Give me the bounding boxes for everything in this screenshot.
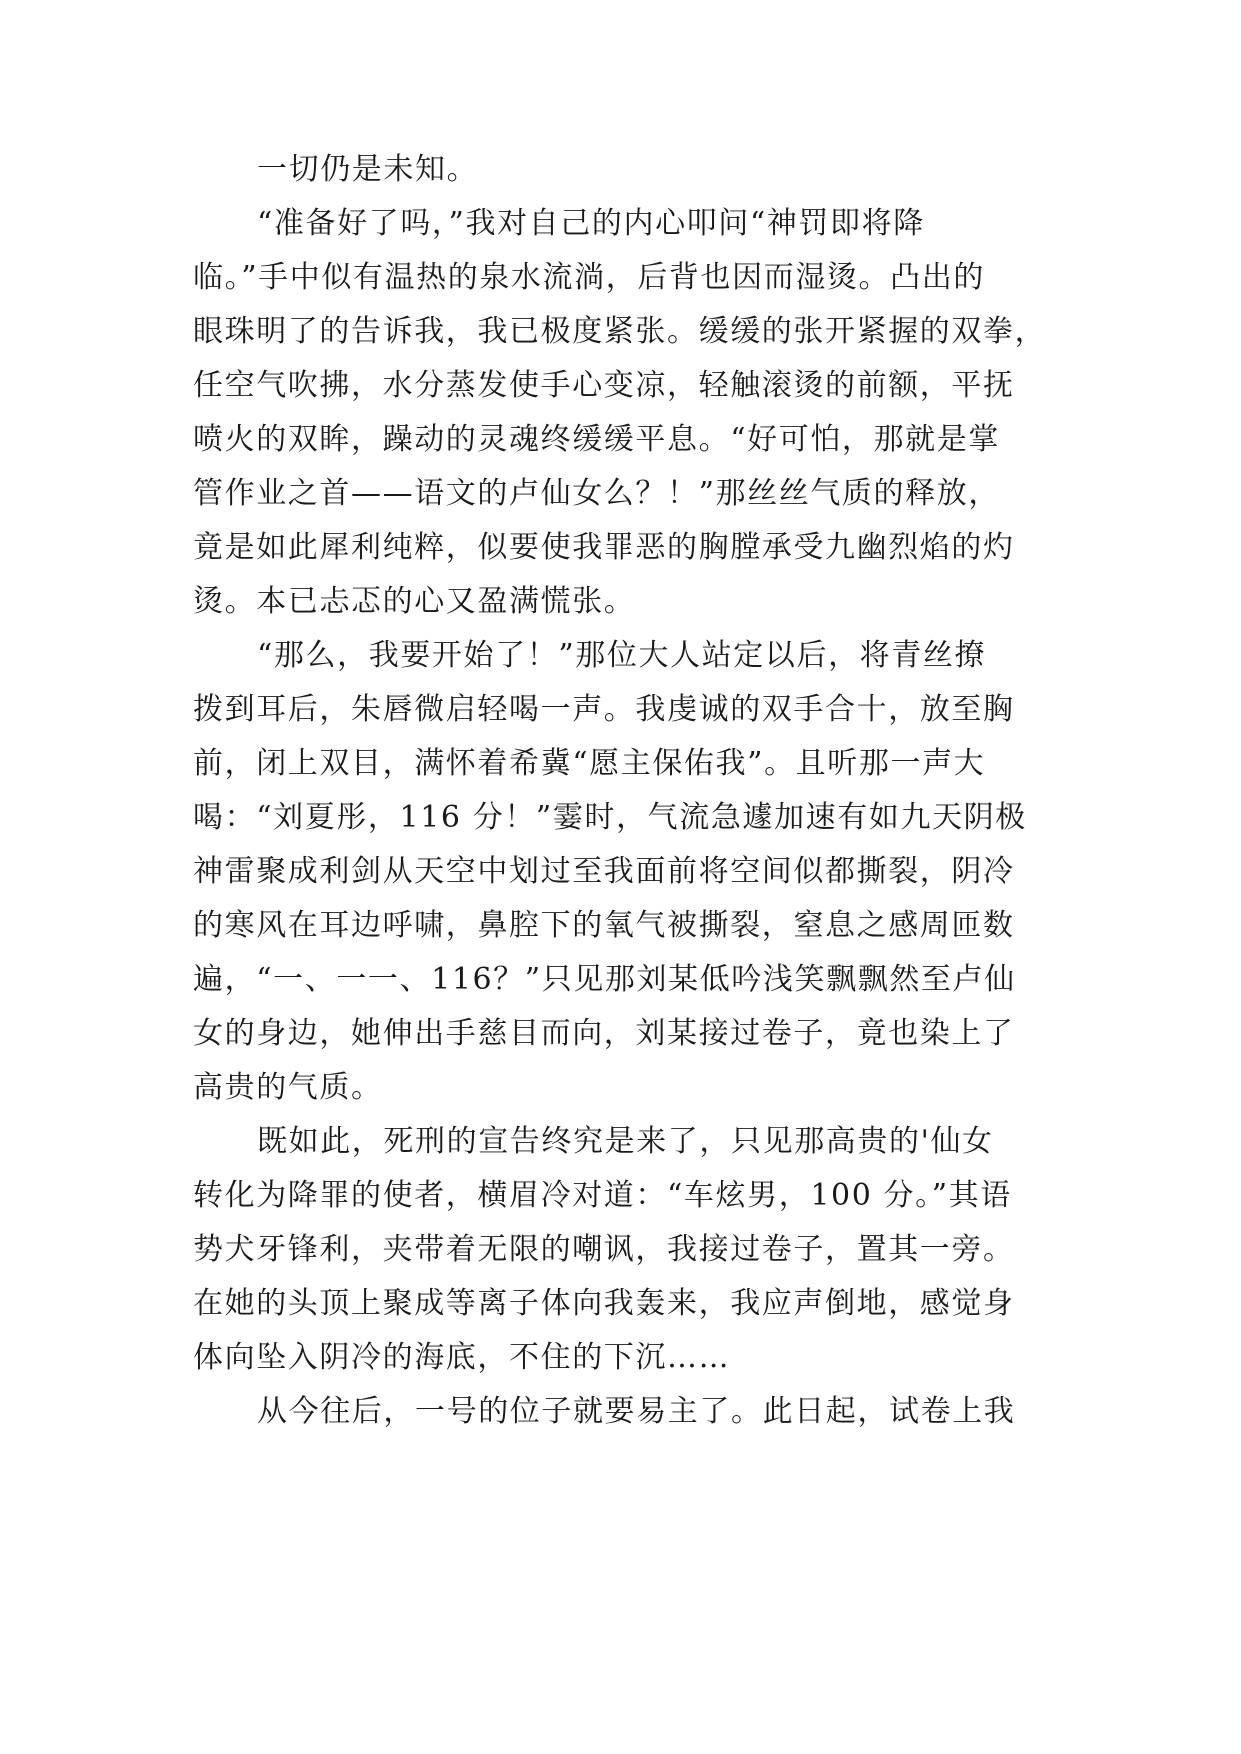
paragraph-line: 管作业之首——语文的卢仙女么？！”那丝丝气质的释放， (193, 476, 1000, 511)
paragraph-line: 拨到耳后，朱唇微启轻喝一声。我虔诚的双手合十，放至胸 (193, 692, 1015, 727)
paragraph-line: 体向坠入阴冷的海底，不住的下沉…… (193, 1340, 731, 1375)
paragraph-line: 在她的头顶上聚成等离子体向我轰来，我应声倒地，感觉身 (193, 1286, 1015, 1321)
paragraph-line: 既如此，死刑的宣告终究是来了，只见那高贵的'仙女 (257, 1124, 994, 1159)
paragraph-line: 转化为降罪的使者，横眉冷对道：“车炫男，100 分。”其语 (193, 1178, 1012, 1213)
paragraph-line: 临。”手中似有温热的泉水流淌，后背也因而湿烫。凸出的 (193, 260, 985, 295)
paragraph-line: 女的身边，她伸出手慈目而向，刘某接过卷子，竟也染上了 (193, 1016, 1015, 1051)
paragraph-line: 喝：“刘夏彤，116 分！”霎时，气流急遽加速有如九天阴极 (193, 800, 1027, 835)
paragraph-line: 一切仍是未知。 (257, 152, 479, 187)
paragraph-line: 从今往后，一号的位子就要易主了。此日起，试卷上我 (257, 1394, 1016, 1429)
paragraph-line: 烫。本已忐忑的心又盈满慌张。 (193, 584, 636, 619)
paragraph-line: “那么，我要开始了！”那位大人站定以后，将青丝撩 (257, 638, 987, 673)
paragraph-line: 竟是如此犀利纯粹，似要使我罪恶的胸膛承受九幽烈焰的灼 (193, 530, 1015, 565)
paragraph-line: 遍，“一、一一、116？”只见那刘某低吟浅笑飘飘然至卢仙 (193, 962, 1016, 997)
paragraph-line: 喷火的双眸，躁动的灵魂终缓缓平息。“好可怕，那就是掌 (193, 422, 1000, 457)
paragraph-line: 任空气吹拂，水分蒸发使手心变凉，轻触滚烫的前额，平抚 (193, 368, 1015, 403)
paragraph-line: 的寒风在耳边呼啸，鼻腔下的氧气被撕裂，窒息之感周匝数 (193, 908, 1015, 943)
paragraph-line: 神雷聚成利剑从天空中划过至我面前将空间似都撕裂，阴冷 (193, 854, 1015, 889)
paragraph-line: 势犬牙锋利，夹带着无限的嘲讽，我接过卷子，置其一旁。 (193, 1232, 1015, 1267)
paragraph-line: 前，闭上双目，满怀着希冀“愿主保佑我”。且听那一声大 (193, 746, 986, 781)
paragraph-line: “准备好了吗，”我对自己的内心叩问“神罚即将降 (257, 206, 925, 241)
paragraph-line: 眼珠明了的告诉我，我已极度紧张。缓缓的张开紧握的双拳， (193, 314, 1047, 349)
paragraph-line: 高贵的气质。 (193, 1070, 383, 1105)
